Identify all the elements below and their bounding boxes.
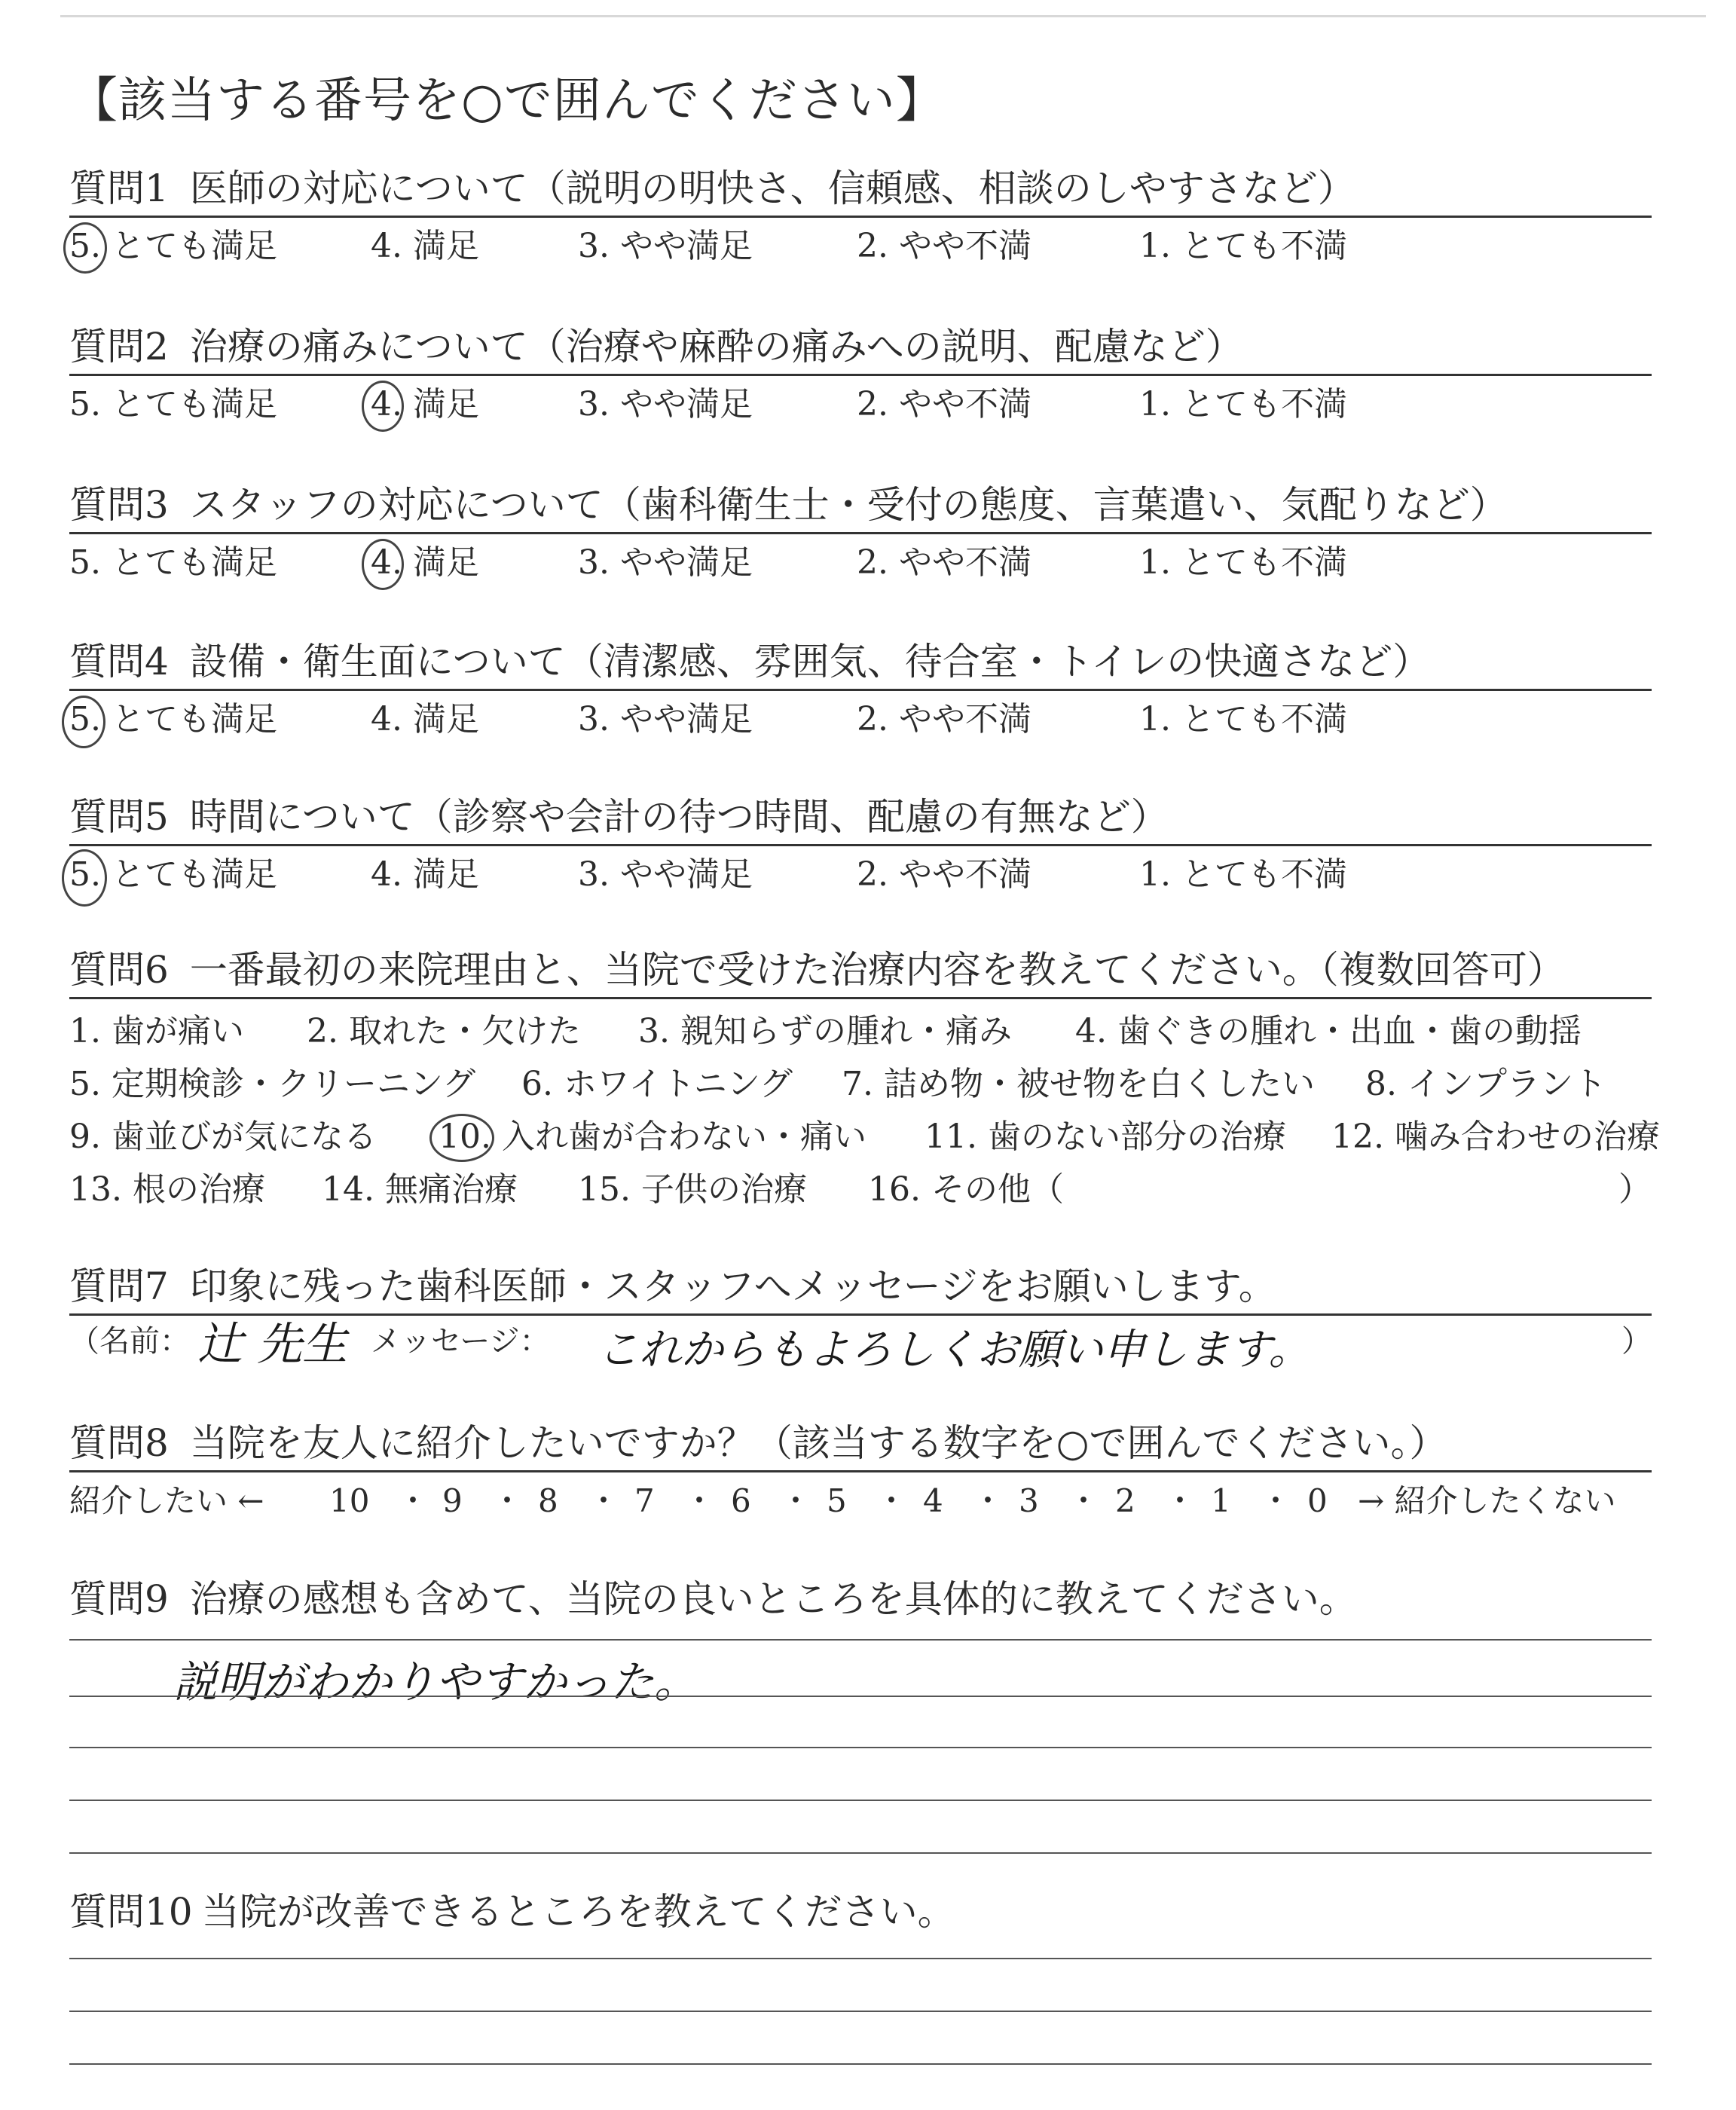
handwritten-message[interactable]: これからもよろしくお願い申します。: [597, 1326, 1311, 1375]
rating-options: [69, 225, 1652, 271]
question-number: 質問6: [69, 948, 169, 992]
reason-option[interactable]: 9. 歯並びが気になる: [69, 1118, 377, 1156]
reason-option[interactable]: 8. インプラント: [1365, 1065, 1606, 1103]
selection-circle: [63, 222, 107, 274]
question-8-title: [69, 1419, 1652, 1472]
question-text: 印象に残った歯科医師・スタッフへメッセージをお願いします。: [189, 1264, 1276, 1308]
message-close-paren: ）: [1621, 1324, 1652, 1359]
question-2-title: [69, 323, 1652, 376]
question-10: [69, 1888, 1652, 1939]
option-1[interactable]: 1. とても不満: [1139, 855, 1347, 894]
other-close-paren: ）: [1618, 1170, 1652, 1209]
option-4[interactable]: 4. 満足: [371, 855, 479, 894]
scale-value-8[interactable]: 8: [538, 1482, 558, 1519]
message-label: メッセージ：: [371, 1324, 550, 1359]
scale-dot: ・: [491, 1482, 524, 1519]
name-label: （名前：: [69, 1324, 190, 1359]
handwritten-name[interactable]: 辻 先生: [197, 1318, 348, 1371]
answer-line: [69, 2063, 1652, 2065]
answer-line: [69, 1696, 1652, 1697]
scale-dot: ・: [1164, 1482, 1197, 1519]
question-number: 質問9: [69, 1577, 169, 1621]
scale-left-label: 紹介したい ←: [69, 1482, 264, 1519]
question-3-title: [69, 481, 1652, 534]
question-text: 設備・衛生面について（清潔感、雰囲気、待合室・トイレの快適さなど）: [189, 640, 1431, 683]
option-1[interactable]: 1. とても不満: [1139, 385, 1347, 424]
answer-line: [69, 1852, 1652, 1854]
reason-option[interactable]: 3. 親知らずの腫れ・痛み: [638, 1012, 1012, 1050]
question-3: [69, 481, 1652, 587]
reason-option[interactable]: 10. 入れ歯が合わない・痛い: [439, 1118, 866, 1156]
selection-circle: [362, 381, 404, 432]
option-5[interactable]: 5. とても満足: [69, 385, 277, 424]
question-8: [69, 1419, 1652, 1525]
question-5: [69, 793, 1652, 899]
question-6: [69, 946, 1660, 1216]
scale-value-9[interactable]: 9: [442, 1482, 463, 1519]
option-2[interactable]: 2. やや不満: [857, 855, 1032, 894]
question-1: [69, 164, 1652, 271]
question-7-title: [69, 1262, 1652, 1316]
question-text: スタッフの対応について（歯科衛生士・受付の態度、言葉遣い、気配りなど）: [189, 483, 1508, 527]
question-number: 質問10: [69, 1890, 193, 1934]
option-5[interactable]: 5. とても満足: [69, 227, 277, 265]
scale-value-0[interactable]: 0: [1307, 1482, 1328, 1519]
reason-option[interactable]: 2. 取れた・欠けた: [307, 1012, 581, 1050]
option-2[interactable]: 2. やや不満: [857, 385, 1032, 424]
reason-option[interactable]: 16. その他（: [868, 1170, 1064, 1209]
selection-circle: [362, 539, 404, 590]
scale-value-3[interactable]: 3: [1019, 1482, 1039, 1519]
reason-option[interactable]: 7. 詰め物・被せ物を白くしたい: [842, 1065, 1315, 1103]
option-3[interactable]: 3. やや満足: [578, 855, 753, 894]
question-number: 質問4: [69, 640, 169, 683]
question-number: 質問7: [69, 1264, 169, 1308]
option-1[interactable]: 1. とても不満: [1139, 227, 1347, 265]
reason-option[interactable]: 15. 子供の治療: [578, 1170, 807, 1209]
scale-value-4[interactable]: 4: [923, 1482, 943, 1519]
question-number: 質問1: [69, 167, 169, 210]
scale-value-10[interactable]: 10: [329, 1482, 370, 1519]
scale-dot: ・: [972, 1482, 1004, 1519]
reason-option[interactable]: 4. 歯ぐきの腫れ・出血・歯の動揺: [1075, 1012, 1582, 1050]
scale-value-6[interactable]: 6: [731, 1482, 751, 1519]
reason-row: [69, 1111, 1660, 1164]
scale-dot: ・: [1260, 1482, 1292, 1519]
recommend-scale: [69, 1480, 1652, 1525]
option-4[interactable]: 4. 満足: [371, 385, 479, 424]
reason-option[interactable]: 5. 定期検診・クリーニング: [69, 1065, 476, 1103]
reason-options: [69, 1005, 1660, 1216]
rating-options: [69, 384, 1652, 429]
question-text: 治療の感想も含めて、当院の良いところを具体的に教えてください。: [189, 1577, 1357, 1621]
option-2[interactable]: 2. やや不満: [857, 700, 1032, 738]
question-4: [69, 638, 1652, 744]
question-text: 治療の痛みについて（治療や麻酔の痛みへの説明、配慮など）: [189, 325, 1243, 368]
answer-line: [69, 1639, 1652, 1641]
scale-value-7[interactable]: 7: [634, 1482, 655, 1519]
question-9-title: [69, 1575, 1652, 1626]
message-line: [69, 1316, 1652, 1376]
question-text: 当院が改善できるところを教えてください。: [201, 1890, 955, 1934]
rating-options: [69, 854, 1652, 899]
reason-option[interactable]: 6. ホワイトニング: [521, 1065, 793, 1103]
question-text: 時間について（診察や会計の待つ時間、配慮の有無など）: [189, 795, 1169, 839]
option-1[interactable]: 1. とても不満: [1139, 543, 1347, 582]
reason-option[interactable]: 13. 根の治療: [69, 1170, 265, 1209]
question-number: 質問2: [69, 325, 169, 368]
page-top-edge: [60, 15, 1706, 17]
option-5[interactable]: 5. とても満足: [69, 543, 277, 582]
reason-option[interactable]: 11. 歯のない部分の治療: [925, 1118, 1286, 1156]
form-heading: 【該当する番号を○で囲んでください】: [69, 73, 945, 129]
handwritten-answer[interactable]: 説明がわかりやすかった。: [173, 1656, 698, 1708]
answer-line: [69, 1800, 1652, 1801]
question-text: 医師の対応について（説明の明快さ、信頼感、相談のしやすさなど）: [189, 167, 1355, 210]
question-6-title: [69, 946, 1652, 999]
reason-option[interactable]: 14. 無痛治療: [322, 1170, 518, 1209]
selection-circle: [429, 1114, 494, 1162]
question-7: [69, 1262, 1652, 1376]
option-4[interactable]: 4. 満足: [371, 700, 479, 738]
question-2: [69, 323, 1652, 429]
scale-dot: ・: [588, 1482, 620, 1519]
question-number: 質問5: [69, 795, 169, 839]
question-number: 質問3: [69, 483, 169, 527]
option-5[interactable]: 5. とても満足: [69, 700, 277, 738]
option-2[interactable]: 2. やや不満: [857, 543, 1032, 582]
option-3[interactable]: 3. やや満足: [578, 227, 753, 265]
option-4[interactable]: 4. 満足: [371, 227, 479, 265]
reason-option[interactable]: 12. 噛み合わせの治療: [1331, 1118, 1660, 1156]
scale-right-label: → 紹介したくない: [1358, 1482, 1616, 1519]
option-2[interactable]: 2. やや不満: [857, 227, 1032, 265]
option-3[interactable]: 3. やや満足: [578, 700, 753, 738]
option-3[interactable]: 3. やや満足: [578, 385, 753, 424]
question-4-title: [69, 638, 1652, 691]
answer-line: [69, 1747, 1652, 1748]
scale-dot: ・: [683, 1482, 716, 1519]
option-3[interactable]: 3. やや満足: [578, 543, 753, 582]
option-1[interactable]: 1. とても不満: [1139, 700, 1347, 738]
reason-option[interactable]: 1. 歯が痛い: [69, 1012, 244, 1050]
scale-dot: ・: [397, 1482, 429, 1519]
question-5-title: [69, 793, 1652, 846]
scale-dot: ・: [780, 1482, 812, 1519]
option-5[interactable]: 5. とても満足: [69, 855, 277, 894]
question-number: 質問8: [69, 1421, 169, 1465]
scale-dot: ・: [876, 1482, 908, 1519]
rating-options: [69, 699, 1652, 744]
rating-options: [69, 542, 1652, 587]
selection-circle: [62, 849, 107, 907]
scale-value-5[interactable]: 5: [827, 1482, 847, 1519]
answer-line: [69, 2011, 1652, 2012]
reason-row: [69, 1058, 1652, 1111]
question-10-title: [69, 1888, 1652, 1939]
option-4[interactable]: 4. 満足: [371, 543, 479, 582]
scale-value-2[interactable]: 2: [1115, 1482, 1135, 1519]
question-text: 一番最初の来院理由と、当院で受けた治療内容を教えてください。（複数回答可）: [189, 948, 1565, 992]
question-1-title: [69, 164, 1652, 218]
scale-value-1[interactable]: 1: [1211, 1482, 1231, 1519]
question-text: 当院を友人に紹介したいですか？（該当する数字を○で囲んでください。）: [189, 1421, 1447, 1465]
answer-line: [69, 1958, 1652, 1959]
scale-dot: ・: [1068, 1482, 1100, 1519]
reason-row: [69, 1164, 1652, 1216]
reason-row: [69, 1005, 1652, 1058]
selection-circle: [62, 696, 105, 748]
question-9: [69, 1575, 1652, 1626]
